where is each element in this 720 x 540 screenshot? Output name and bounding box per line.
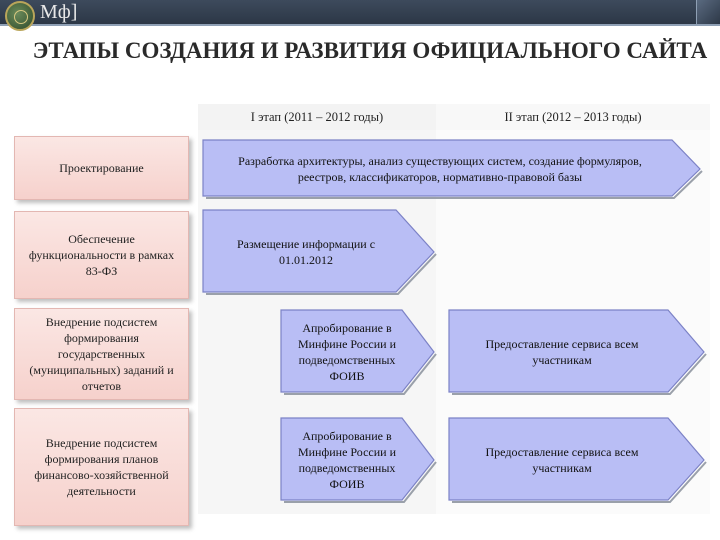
column-header-stage-1: I этап (2011 – 2012 годы): [198, 104, 436, 130]
arrow-placement: [200, 208, 438, 296]
arrow-label: Разработка архитектуры, анализ существующих систем, создание формуляров, реестров, классификаторов, нормативно-правовой базы: [238, 154, 642, 184]
stage-label: Внедрение подсистем формирования государственных (муниципальных) заданий и отчетов: [29, 315, 174, 393]
column-header-stage-2: II этап (2012 – 2013 годы): [436, 104, 710, 130]
stage-box-assignments: [14, 308, 189, 400]
top-bar-divider: [0, 24, 720, 26]
arrow-approval-1: [278, 308, 438, 396]
arrow-label: Предоставление сервиса всем участникам: [485, 337, 639, 367]
stage-box-design: [14, 136, 189, 200]
arrow-label: Апробирование в Минфине России и подведомственных ФОИВ: [297, 321, 397, 383]
corner-decoration: [696, 0, 720, 24]
ministry-emblem-icon: [5, 1, 35, 31]
arrow-design: [200, 138, 706, 200]
stage-box-fhd-plans: [14, 408, 189, 526]
slide-title: ЭТАПЫ СОЗДАНИЯ И РАЗВИТИЯ ОФИЦИАЛЬНОГО САЙТА: [32, 38, 708, 63]
arrow-service-2: [446, 416, 710, 504]
brand-label: Мф]: [40, 1, 78, 23]
arrow-service-1: [446, 308, 710, 396]
stage-label: Проектирование: [59, 161, 144, 175]
stage-label: Обеспечение функциональности в рамках 83-ФЗ: [28, 232, 175, 278]
arrow-label: Апробирование в Минфине России и подведомственных ФОИВ: [297, 429, 397, 491]
arrow-approval-2: [278, 416, 438, 504]
arrow-label: Размещение информации с 01.01.2012: [236, 237, 376, 267]
top-bar: [0, 0, 720, 24]
arrow-label: Предоставление сервиса всем участникам: [485, 445, 639, 475]
stage-label: Внедрение подсистем формирования планов финансово-хозяйственной деятельности: [34, 436, 169, 498]
stage-box-83fz: [14, 211, 189, 299]
